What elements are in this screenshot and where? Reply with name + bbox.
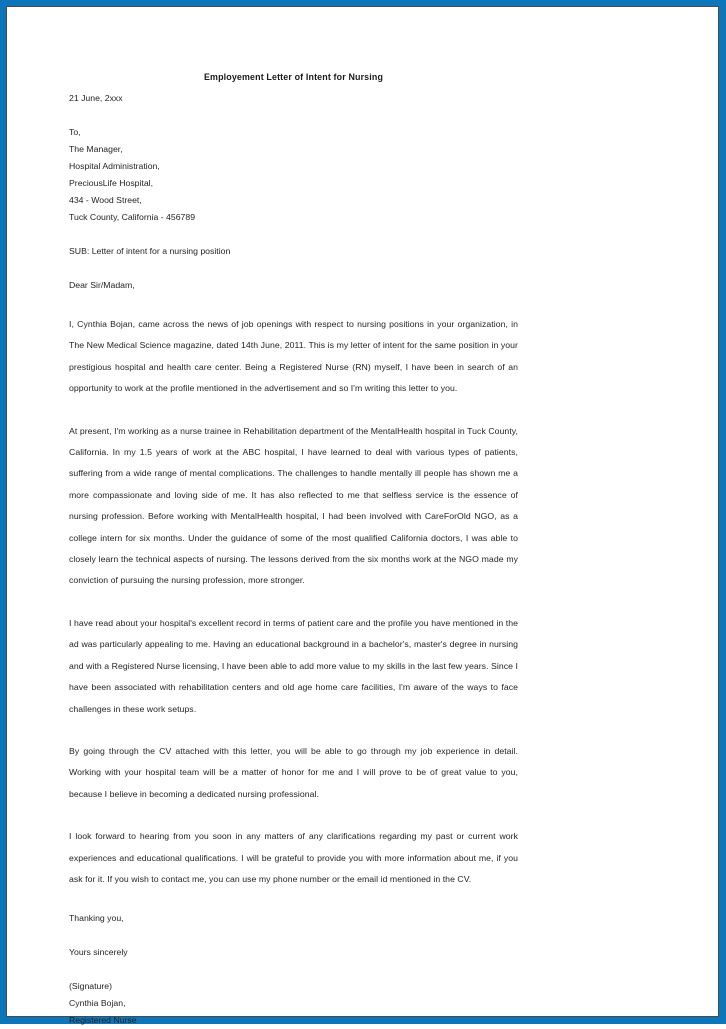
greeting-line: Dear Sir/Madam, [69,280,135,290]
recipient-line-city-zip: Tuck County, California - 456789 [69,212,196,222]
spacer-after-subject [69,260,518,277]
subject-line: SUB: Letter of intent for a nursing position [69,246,231,256]
closing-thanks: Thanking you, [69,913,124,924]
spacer-after-valediction [69,961,518,978]
recipient-line-organization: PreciousLife Hospital, [69,178,154,188]
spacer-after-thanks [69,927,518,944]
sender-title: Registered Nurse [69,1015,137,1026]
page-title: Employement Letter of Intent for Nursing [203,72,384,82]
body-paragraph-3: I have read about your hospital's excellent record in terms of patient care and the profile you have mentioned in the ad was particularly appealing to me. Having an educational background in a bachelor's, master's degree in nursing and with a Registered Nurse licensing, I have been able to add more value to my skills in the last few years. Since I have been associated with rehabilitation centers and old age home care facilities, I'm aware of the ways to face challenges in these work setups. [69,617,518,714]
spacer-after-greeting [69,294,518,314]
signature-placeholder: (Signature) [69,981,112,992]
body-paragraph-5: I look forward to hearing from you soon in any matters of any clarifications regarding my past or current work experiences and educational qualifications. I will be grateful to provide you with more information about me, if you ask for it. If you wish to contact me, you can use my phone number or the email id mentioned in the CV. [69,831,518,884]
spacer-before-closing [69,890,518,910]
letter-body [69,69,518,1029]
sender-name: Cynthia Bojan, [69,998,126,1009]
recipient-line-department: Hospital Administration, [69,161,160,171]
closing-valediction: Yours sincerely [69,947,128,958]
spacer-after-date [69,107,518,124]
letter-paper [7,7,718,1026]
body-paragraph-1: I, Cynthia Bojan, came across the news of job openings with respect to nursing positions in your organization, in The New Medical Science magazine, dated 14th June, 2011. This is my letter of intent for the same position in your prestigious hospital and health care center. Being a Registered Nurse (RN) myself, I have been in search of an opportunity to work at the profile mentioned in the advertisement and so I'm writing this letter to you. [69,319,518,394]
spacer-after-address [69,226,518,243]
body-paragraph-4: By going through the CV attached with this letter, you will be able to go through my job experience in detail. Working with your hospital team will be a matter of honor for me and I will prove to be of great value to you, because I believe in becoming a dedicated nursing professional. [69,745,518,799]
recipient-salutation: To, [69,127,81,137]
page-inner-rule [6,6,719,1026]
body-paragraph-2: At present, I'm working as a nurse trainee in Rehabilitation department of the MentalHealth hospital in Tuck County, California. In my 1.5 years of work at the ABC hospital, I have learned to deal with various types of patients, suffering from a wide range of mental complications. The challenges to handle mentally ill people has shown me a more compassionate and loving side of me. It has also reflected to me that selfless service is the essence of nursing profession. Before working with MentalHealth hospital, I had been involved with CareForOld NGO, as a college intern for six months. Under the guidance of some of the most qualified California doctors, I was able to closely learn the technical aspects of nursing. The lessons derived from the six months work at the NGO made my conviction of pursuing the nursing profession, more stronger. [69,425,518,586]
recipient-line-manager: The Manager, [69,144,123,154]
recipient-line-street: 434 - Wood Street, [69,195,142,205]
letter-date: 21 June, 2xxx [69,93,123,103]
